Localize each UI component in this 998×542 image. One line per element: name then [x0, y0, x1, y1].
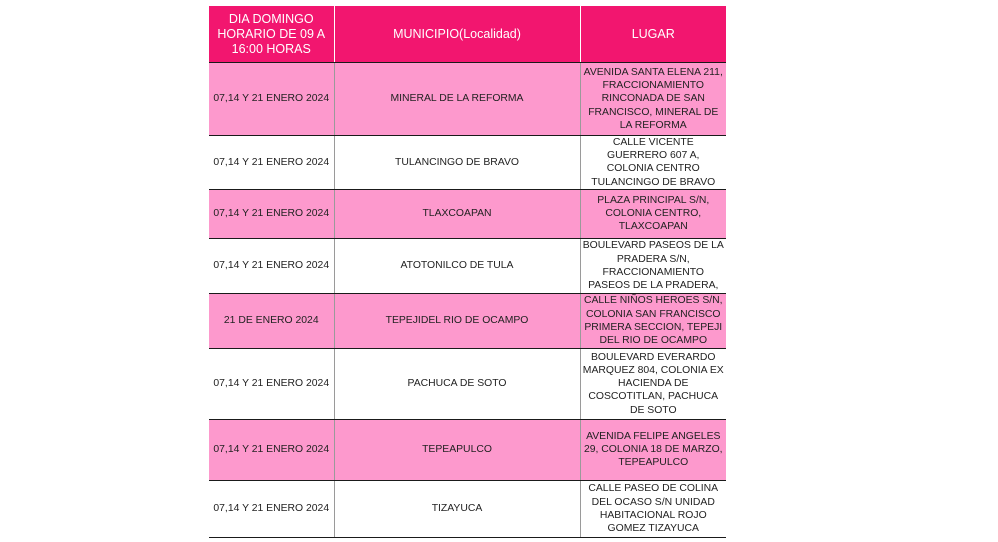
- header-fecha: DIA DOMINGO HORARIO DE 09 A 16:00 HORAS: [209, 6, 334, 63]
- cell-lugar: BOULEVARD EVERARDO MARQUEZ 804, COLONIA EX HACIENDA DE COSCOTITLAN, PACHUCA DE SOTO: [580, 348, 726, 419]
- schedule-table: [209, 6, 726, 538]
- table-row: [209, 136, 726, 190]
- cell-municipio: ATOTONILCO DE TULA: [334, 238, 580, 293]
- table-row: [209, 480, 726, 537]
- table-row: [209, 189, 726, 238]
- cell-lugar: AVENIDA SANTA ELENA 211, FRACCIONAMIENTO RINCONADA DE SAN FRANCISCO, MINERAL DE LA REFORMA: [580, 63, 726, 136]
- cell-fecha: 07,14 Y 21 ENERO 2024: [209, 348, 334, 419]
- header-row: [209, 6, 726, 63]
- cell-lugar: CALLE PASEO DE COLINA DEL OCASO S/N UNIDAD HABITACIONAL ROJO GOMEZ TIZAYUCA: [580, 480, 726, 537]
- cell-fecha: 07,14 Y 21 ENERO 2024: [209, 480, 334, 537]
- cell-municipio: TLAXCOAPAN: [334, 189, 580, 238]
- cell-fecha: 07,14 Y 21 ENERO 2024: [209, 189, 334, 238]
- cell-lugar: CALLE NIÑOS HEROES S/N, COLONIA SAN FRANCISCO PRIMERA SECCION, TEPEJI DEL RIO DE OCAMPO: [580, 293, 726, 348]
- cell-municipio: PACHUCA DE SOTO: [334, 348, 580, 419]
- table-row: [209, 348, 726, 419]
- cell-municipio: TEPEAPULCO: [334, 419, 580, 480]
- table-row: [209, 63, 726, 136]
- cell-municipio: TULANCINGO DE BRAVO: [334, 136, 580, 190]
- table-row: [209, 419, 726, 480]
- header-municipio: MUNICIPIO(Localidad): [334, 6, 580, 63]
- table-row: [209, 293, 726, 348]
- cell-lugar: PLAZA PRINCIPAL S/N, COLONIA CENTRO, TLAXCOAPAN: [580, 189, 726, 238]
- cell-fecha: 21 DE ENERO 2024: [209, 293, 334, 348]
- cell-fecha: 07,14 Y 21 ENERO 2024: [209, 419, 334, 480]
- cell-lugar: AVENIDA FELIPE ANGELES 29, COLONIA 18 DE MARZO, TEPEAPULCO: [580, 419, 726, 480]
- cell-fecha: 07,14 Y 21 ENERO 2024: [209, 136, 334, 190]
- cell-fecha: 07,14 Y 21 ENERO 2024: [209, 238, 334, 293]
- cell-fecha: 07,14 Y 21 ENERO 2024: [209, 63, 334, 136]
- cell-lugar: CALLE VICENTE GUERRERO 607 A, COLONIA CENTRO TULANCINGO DE BRAVO: [580, 136, 726, 190]
- cell-municipio: TEPEJIDEL RIO DE OCAMPO: [334, 293, 580, 348]
- header-lugar: LUGAR: [580, 6, 726, 63]
- cell-municipio: MINERAL DE LA REFORMA: [334, 63, 580, 136]
- table-row: [209, 238, 726, 293]
- cell-municipio: TIZAYUCA: [334, 480, 580, 537]
- cell-lugar: BOULEVARD PASEOS DE LA PRADERA S/N, FRACCIONAMIENTO PASEOS DE LA PRADERA,: [580, 238, 726, 293]
